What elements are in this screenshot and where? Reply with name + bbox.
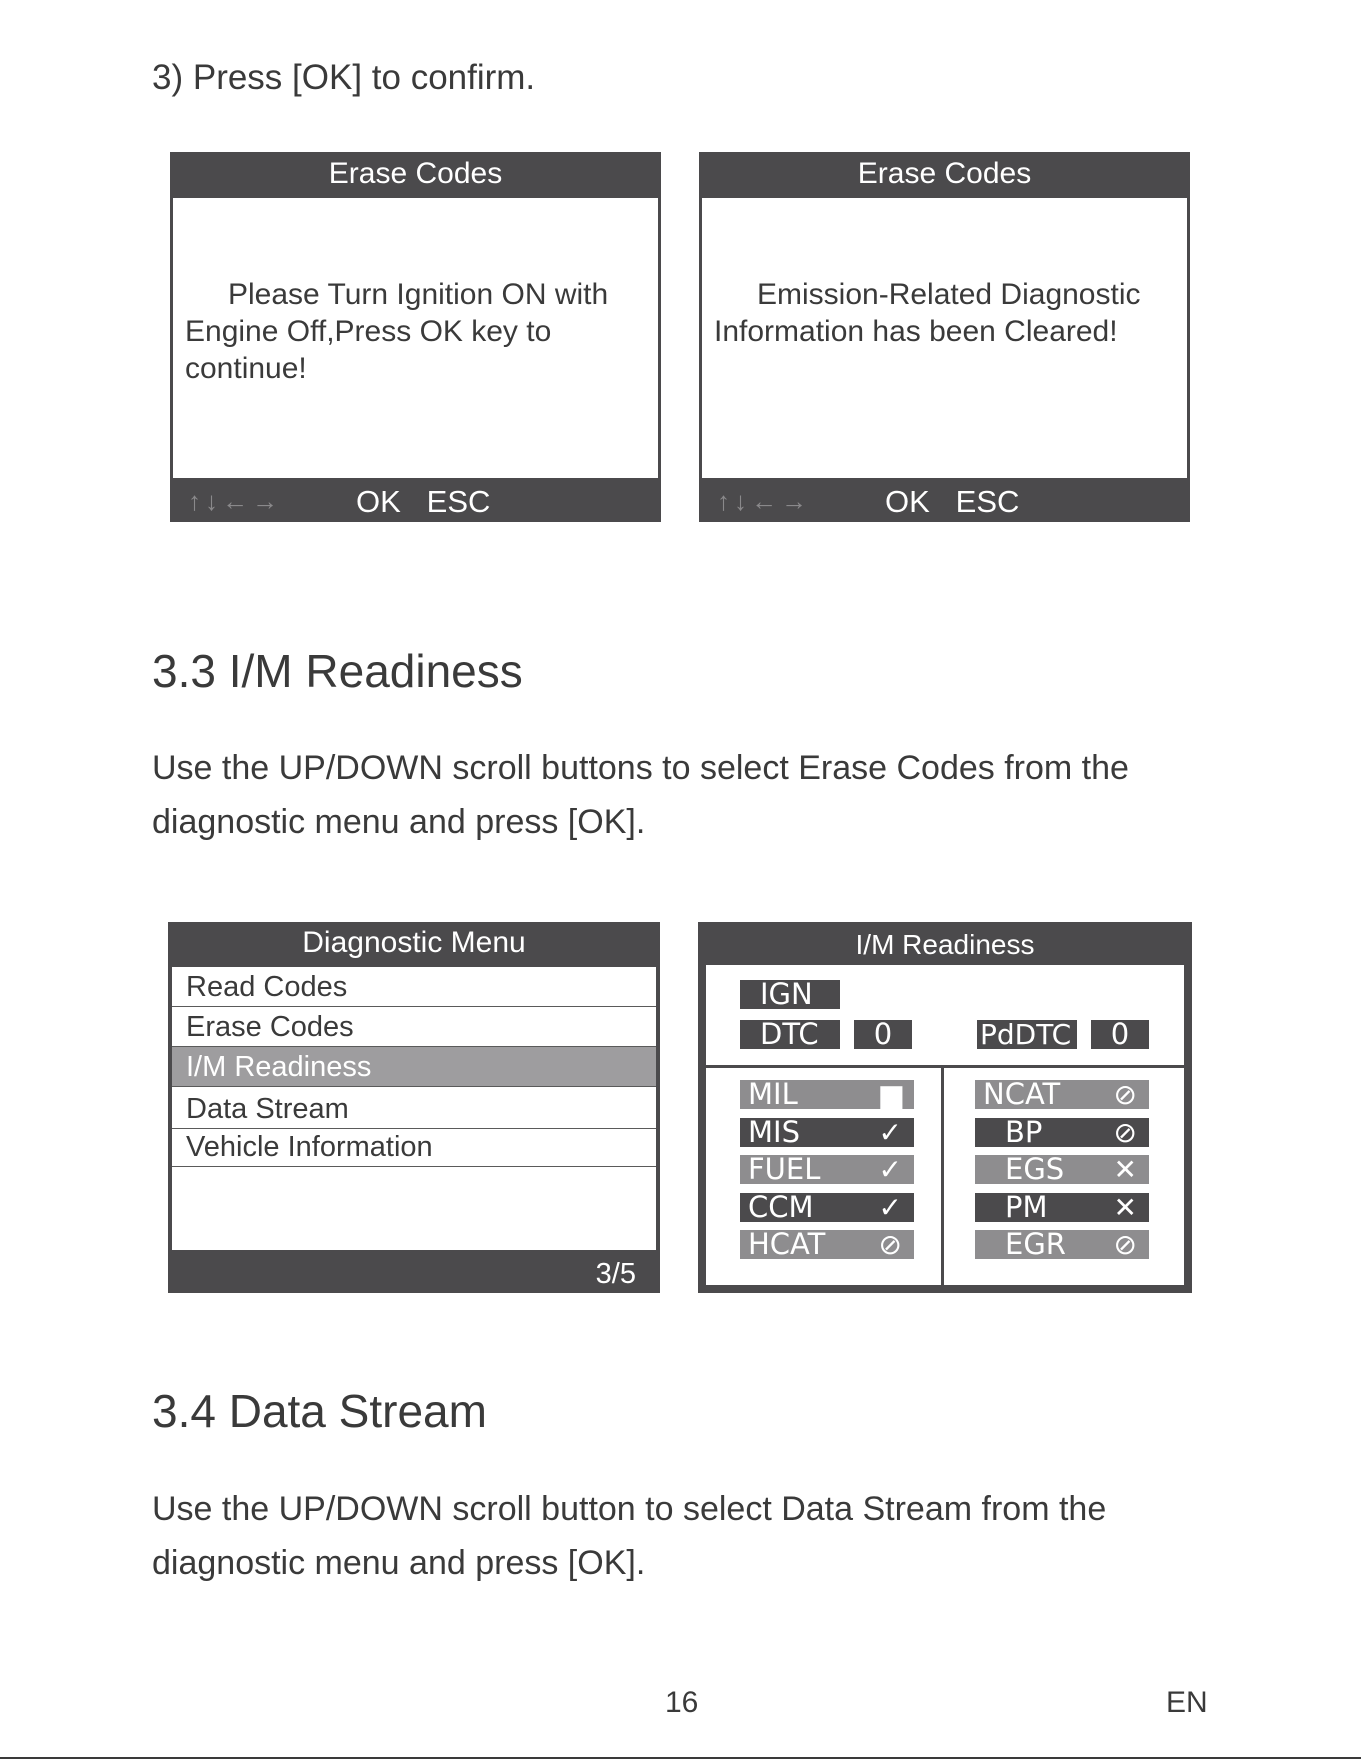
monitor-name: NCAT	[983, 1077, 1061, 1111]
section-text-im-readiness: Use the UP/DOWN scroll buttons to select Erase Codes from the diagnostic menu and press [OK].	[152, 749, 1129, 841]
monitor-tag	[740, 1227, 914, 1261]
im-readiness-screen	[698, 922, 1192, 1293]
esc-key[interactable]: ESC	[955, 484, 1020, 519]
cross-icon: ✕	[1113, 1153, 1137, 1186]
screen-footer	[170, 482, 661, 522]
monitor-name: CCM	[748, 1190, 814, 1224]
pddtc-tag: PdDTC	[977, 1020, 1077, 1049]
section-heading-im-readiness: 3.3 I/M Readiness	[152, 645, 523, 697]
menu-item[interactable]: Erase Codes	[172, 1007, 656, 1047]
section-heading-data-stream: 3.4 Data Stream	[152, 1385, 487, 1437]
check-icon: ✓	[878, 1116, 902, 1149]
menu-item[interactable]: I/M Readiness	[172, 1047, 656, 1087]
monitor-tag	[975, 1152, 1149, 1186]
menu-item[interactable]: Read Codes	[172, 967, 656, 1007]
menu-list	[172, 967, 656, 1250]
screen-message: Please Turn Ignition ON with Engine Off,Press OK key to continue!	[185, 278, 609, 385]
screen-message: Emission-Related Diagnostic Information has been Cleared!	[714, 278, 1141, 348]
monitor-tag	[740, 1115, 914, 1149]
footer-keys	[356, 484, 490, 520]
ok-key[interactable]: OK	[356, 484, 401, 519]
section-text-data-stream: Use the UP/DOWN scroll button to select Data Stream from the diagnostic menu and press [OK].	[152, 1490, 1107, 1582]
monitor-name: EGS	[1005, 1152, 1065, 1186]
engine-icon: ▆	[880, 1078, 902, 1111]
screen-title: Erase Codes	[328, 157, 503, 190]
ok-key[interactable]: OK	[885, 484, 930, 519]
screen-title: Erase Codes	[857, 157, 1032, 190]
menu-item[interactable]: Data Stream	[172, 1089, 656, 1129]
not-supported-icon: ⊘	[878, 1228, 902, 1261]
monitor-tag	[740, 1077, 914, 1111]
monitor-tag	[975, 1115, 1149, 1149]
monitor-name: PM	[1005, 1190, 1048, 1224]
monitor-name: BP	[1005, 1115, 1043, 1149]
dtc-tag: DTC	[740, 1020, 840, 1049]
monitor-tag	[740, 1190, 914, 1224]
dtc-count: 0	[854, 1020, 912, 1049]
screen-body	[173, 198, 658, 478]
vertical-divider	[941, 1065, 944, 1285]
pddtc-count: 0	[1091, 1020, 1149, 1049]
erase-codes-screen-2	[699, 152, 1190, 522]
not-supported-icon: ⊘	[1113, 1078, 1137, 1111]
monitor-tag	[740, 1152, 914, 1186]
screen-title: I/M Readiness	[855, 929, 1035, 960]
check-icon: ✓	[878, 1191, 902, 1224]
cross-icon: ✕	[1113, 1191, 1137, 1224]
screen-footer	[699, 482, 1190, 522]
arrow-keys-icon: ↑↓←→	[188, 486, 282, 516]
bottom-rule	[0, 1757, 1361, 1759]
monitor-name: EGR	[1005, 1227, 1066, 1261]
step-3-instruction: 3) Press [OK] to confirm.	[152, 58, 536, 97]
monitor-name: FUEL	[748, 1152, 821, 1186]
esc-key[interactable]: ESC	[426, 484, 491, 519]
diagnostic-menu-screen	[168, 922, 660, 1293]
ign-tag: IGN	[740, 980, 840, 1009]
screen-body	[702, 198, 1187, 478]
menu-item[interactable]: Vehicle Information	[172, 1127, 656, 1167]
erase-codes-screen-1	[170, 152, 661, 522]
monitor-tag	[975, 1077, 1149, 1111]
monitor-name: MIS	[748, 1115, 800, 1149]
not-supported-icon: ⊘	[1113, 1228, 1137, 1261]
monitor-name: MIL	[748, 1077, 798, 1111]
monitor-name: HCAT	[748, 1227, 826, 1261]
page-number: 16	[665, 1686, 699, 1719]
monitor-tag	[975, 1190, 1149, 1224]
footer-keys	[885, 484, 1019, 520]
screen-title: Diagnostic Menu	[302, 926, 526, 959]
monitor-tag	[975, 1227, 1149, 1261]
language-label: EN	[1166, 1686, 1208, 1719]
arrow-keys-icon: ↑↓←→	[717, 486, 811, 516]
horizontal-divider	[706, 1065, 1184, 1068]
page-indicator: 3/5	[595, 1258, 636, 1290]
not-supported-icon: ⊘	[1113, 1116, 1137, 1149]
im-body	[706, 965, 1184, 1285]
check-icon: ✓	[878, 1153, 902, 1186]
